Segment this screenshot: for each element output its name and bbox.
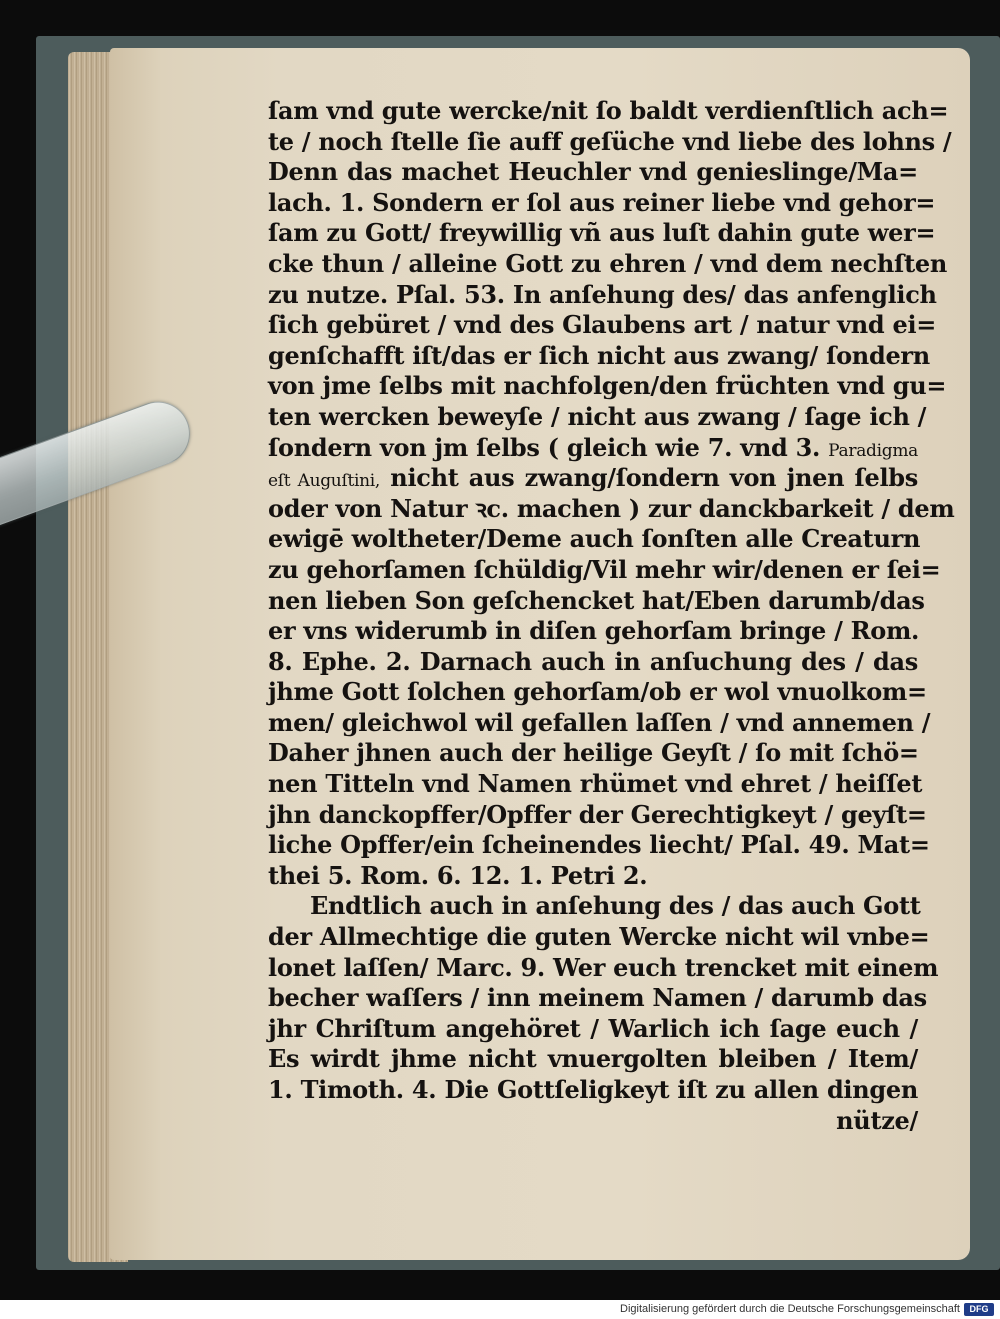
- text-line: [268, 983, 927, 1014]
- text-line-content: nicht aus zwang/ſondern von jnen ſelbs: [390, 463, 919, 493]
- dfg-logo-icon: DFG: [964, 1303, 994, 1316]
- text-line-content: lach. 1. Sondern er ſol aus reiner liebe vnd gehor=: [268, 187, 936, 217]
- footer-bar: [0, 1300, 1000, 1319]
- text-line-content: cke thun / alleine Gott zu ehren / vnd dem nechſten: [268, 248, 947, 278]
- text-line-content: ewigē woltheter/Deme auch ſonſten alle Creaturn: [268, 524, 921, 554]
- text-line: [268, 371, 947, 402]
- text-line-content: zu gehorſamen ſchüldig/Vil mehr wir/denen er ſei=: [268, 554, 941, 584]
- text-line: [268, 1075, 918, 1106]
- marginal-latin-text: Paradigma: [828, 440, 918, 461]
- text-line-content: te / noch ſtelle ſie auff geſüche vnd liebe des lohns /: [268, 126, 952, 156]
- text-line: [268, 279, 937, 311]
- text-line-content: Denn das machet Heuchler vnd genieslinge/Ma=: [268, 157, 918, 187]
- text-line: [268, 310, 937, 341]
- text-line-content: ſam zu Gott/ freywillig vñ aus luſt dahin gute wer=: [268, 218, 936, 248]
- text-line: [268, 157, 918, 188]
- text-line: [268, 769, 923, 800]
- text-line-content: er vns widerumb in diſen gehorſam bringe / Rom.: [268, 616, 920, 646]
- text-line-content: zu nutze. Pſal. 53. In anſehung des/ das anfenglich: [268, 279, 937, 309]
- text-line: [268, 585, 925, 617]
- text-line: [268, 677, 927, 708]
- text-line: [268, 707, 931, 739]
- text-line-content: 1. Timoth. 4. Die Gottſeligkeyt iſt zu allen dingen: [268, 1075, 918, 1104]
- text-line-content: von jme ſelbs mit nachfolgen/den früchten vnd gu=: [268, 371, 947, 401]
- text-line-content: ten wercken beweyſe / nicht aus zwang / ſage ich /: [268, 401, 927, 431]
- text-line: [268, 616, 918, 647]
- text-line-content: oder von Natur ꝛc. machen ) zur danckbarkeit / dem: [268, 493, 955, 523]
- text-line: [268, 554, 941, 586]
- text-line-content: thei 5. Rom. 6. 12. 1. Petri 2.: [268, 860, 648, 890]
- text-line-content: Daher jhnen auch der heilige Geyſt / ſo mit ſchö=: [268, 738, 919, 768]
- text-line: [268, 738, 918, 769]
- text-line: [268, 1014, 918, 1045]
- text-line-content: jhme Gott ſolchen gehorſam/ob er wol vnuolkom=: [268, 677, 927, 707]
- marginal-latin-text: eſt Auguſtini,: [268, 471, 381, 492]
- text-line: [268, 524, 921, 555]
- text-line: [268, 218, 936, 249]
- text-line-content: nen Titteln vnd Namen rhümet vnd ehret / heiſſet: [268, 769, 923, 799]
- text-line-content: Es wirdt jhme nicht vnuergolten bleiben / Item/: [268, 1044, 918, 1074]
- text-line-content: ſondern von jm ſelbs ( gleich wie 7. vnd 3.: [268, 432, 821, 462]
- text-line: [268, 463, 918, 494]
- text-line: [268, 1044, 918, 1075]
- text-line: [268, 647, 918, 678]
- text-line-content: lonet laſſen/ Marc. 9. Wer euch trencket mit einem: [268, 952, 939, 982]
- text-line-content: ſam vnd gute wercke/nit ſo baldt verdienſtlich ach=: [268, 96, 949, 125]
- page-text-block: [268, 96, 955, 1136]
- text-line: [268, 126, 952, 158]
- text-line-content: jhn danckopffer/Opffer der Gerechtigkeyt / geyſt=: [268, 799, 927, 829]
- text-line-content: Endtlich auch in anſehung des / das auch Gott: [310, 891, 921, 921]
- text-line-content: genſchafft iſt/das er ſich nicht aus zwang/ ſondern: [268, 340, 930, 370]
- text-line: [268, 433, 918, 464]
- text-line-content: men/ gleichwol wil gefallen laſſen / vnd annemen /: [268, 707, 931, 737]
- text-line: [268, 493, 955, 525]
- text-line-content: liche Opffer/ein ſcheinendes liecht/ Pſal. 49. Mat=: [268, 830, 930, 860]
- text-line: [268, 96, 949, 127]
- text-line: [268, 891, 921, 922]
- text-line: [268, 248, 947, 280]
- text-line: [268, 830, 930, 861]
- text-line: [268, 952, 939, 984]
- text-line-content: 8. Ephe. 2. Darnach auch in anſuchung des / das: [268, 646, 918, 676]
- footer-credit: Digitalisierung gefördert durch die Deutsche Forschungsgemeinschaft: [620, 1303, 960, 1315]
- text-line-content: jhr Chriſtum angehöret / Warlich ich ſage euch /: [268, 1013, 918, 1043]
- text-line: [268, 861, 918, 892]
- text-line: [268, 401, 927, 433]
- text-line: [268, 799, 927, 831]
- text-line-content: ſich gebüret / vnd des Glaubens art / natur vnd ei=: [268, 310, 937, 340]
- text-line-content: der Allmechtige die guten Wercke nicht wil vnbe=: [268, 922, 930, 952]
- catchword: nütze/: [836, 1105, 918, 1135]
- text-line: [268, 922, 930, 953]
- text-line: [268, 187, 936, 219]
- text-line-content: becher waſſers / inn meinem Namen / darumb das: [268, 983, 927, 1013]
- text-line: [268, 340, 930, 372]
- text-line-content: nen lieben Son geſchencket hat/Eben darumb/das: [268, 585, 925, 615]
